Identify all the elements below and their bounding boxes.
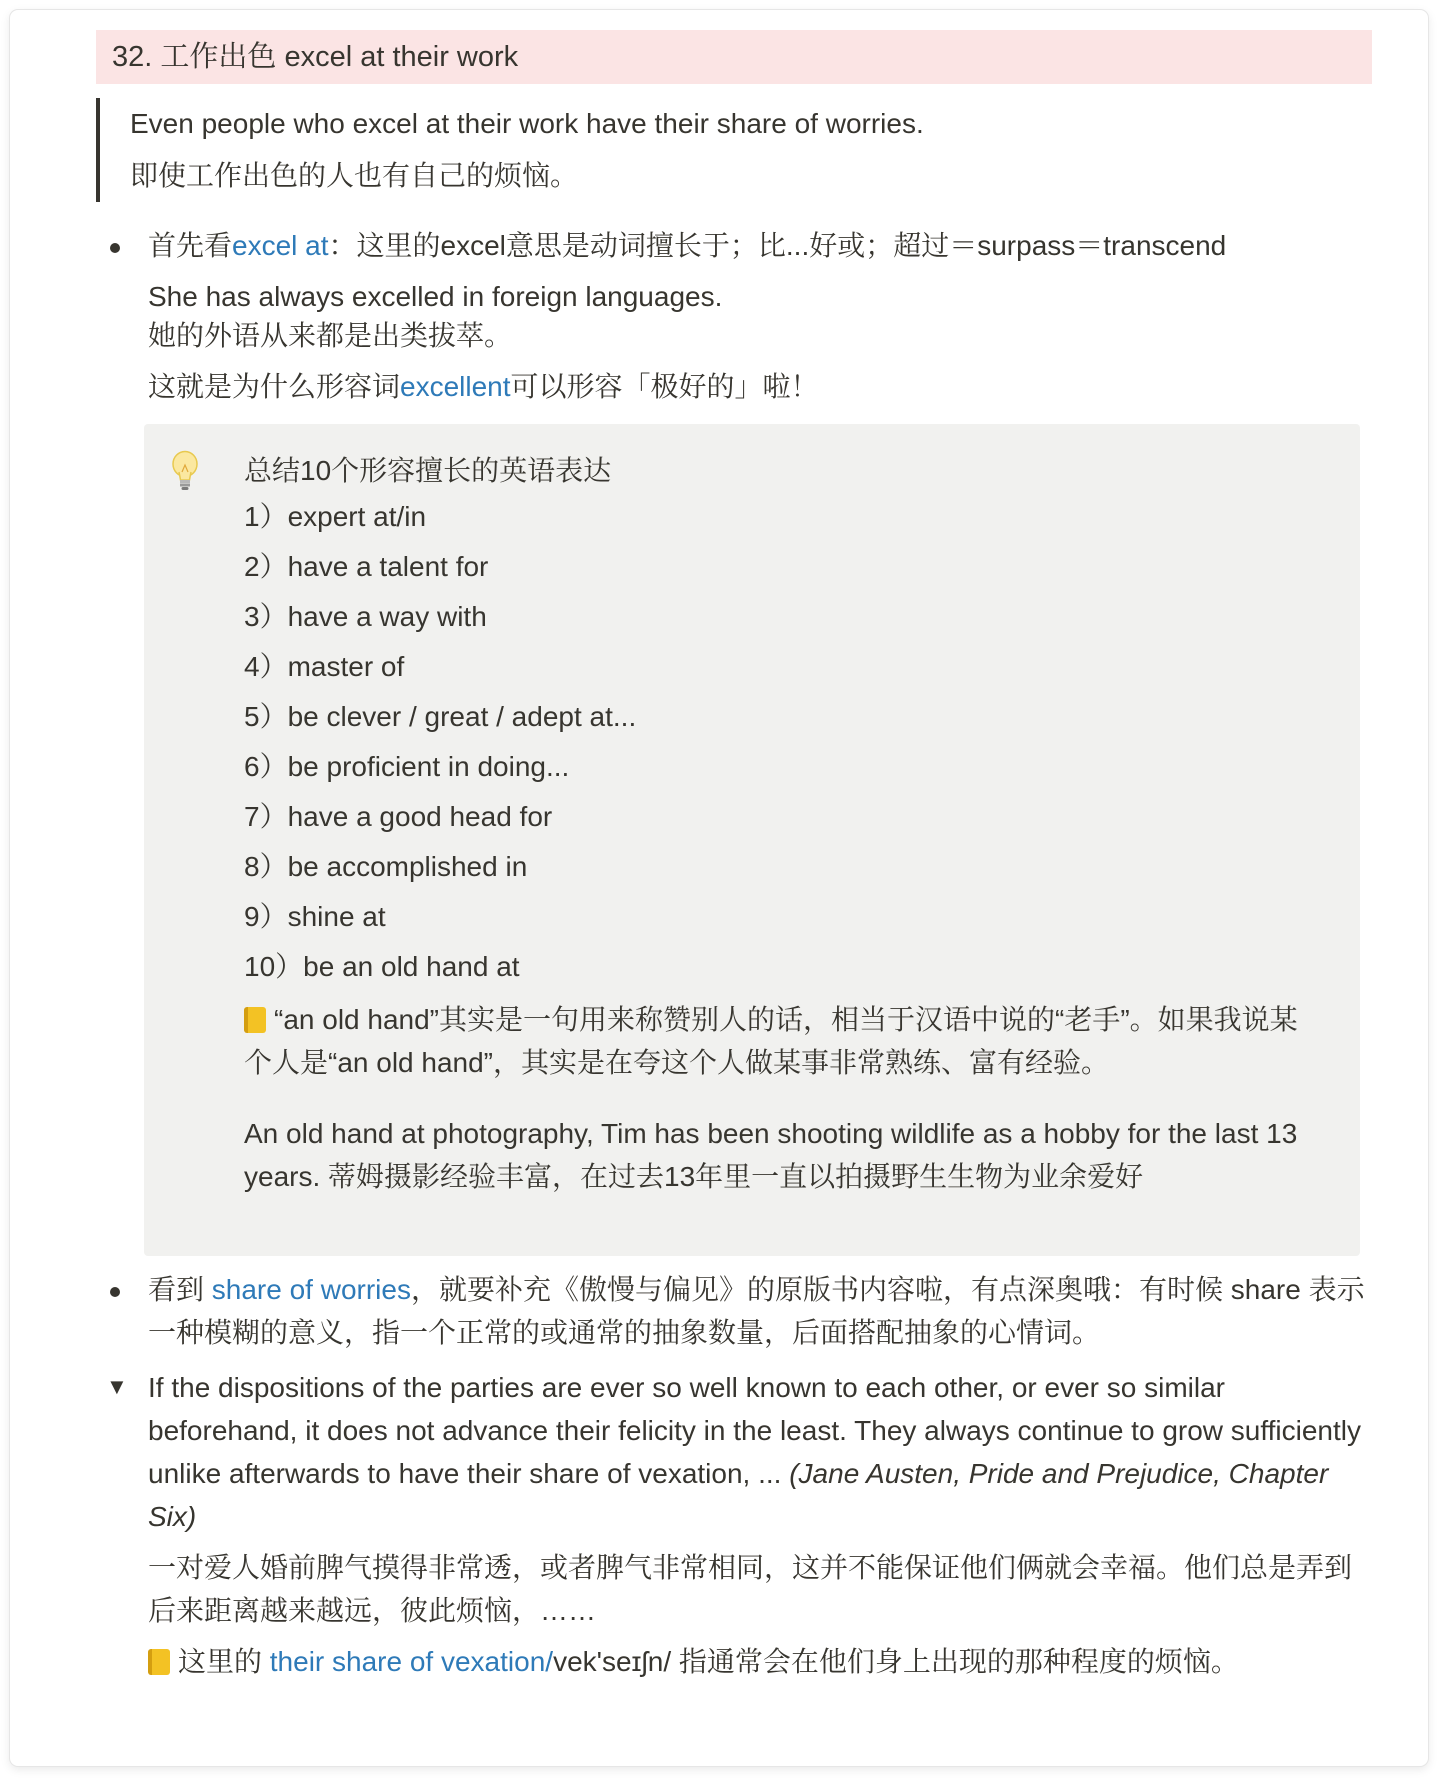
excellent-note — [148, 365, 1372, 408]
page-content — [96, 30, 1372, 1683]
old-hand-note — [244, 998, 1324, 1084]
quote-english: Even people who excel at their work have their share of worries. — [130, 108, 924, 139]
list-item: 3）have a way with — [244, 601, 487, 632]
list-item: 2）have a talent for — [244, 551, 489, 582]
list-item: 10）be an old hand at — [244, 951, 520, 982]
example-chinese: 她的外语从来都是出类拔萃。 — [148, 320, 513, 351]
quote-chinese: 即使工作出色的人也有自己的烦恼。 — [130, 160, 579, 191]
term-share-of-worries: share of worries — [211, 1274, 411, 1305]
list-item: 9）shine at — [244, 901, 386, 932]
bullet-text — [148, 224, 1372, 267]
toggle-text — [148, 1366, 1372, 1538]
callout-body — [244, 450, 1324, 1198]
list-item: 5）be clever / great / adept at... — [244, 701, 637, 732]
bullet-excel-at — [96, 224, 1372, 1256]
old-hand-note-text: “an old hand”其实是一句用来称赞别人的话，相当于汉语中说的“老手”。如果我说某个人是“an old hand”，其实是在夸这个人做某事非常熟练、富有经验。 — [244, 1004, 1298, 1078]
bullet-prefix: 首先看 — [148, 230, 233, 261]
austen-translation: 一对爱人婚前脾气摸得非常透，或者脾气非常相同，这并不能保证他们俩就会幸福。他们总是弄到后来距离越来越远，彼此烦恼，…… — [148, 1552, 1353, 1626]
bullet-share-of-worries — [96, 1268, 1372, 1354]
toggle-triangle-icon[interactable]: ▼ — [106, 1374, 128, 1399]
bullet-suffix: ：这里的excel意思是动词擅长于；比...好或；超过＝surpass＝transcend — [328, 230, 1227, 261]
memo-icon — [244, 1007, 266, 1033]
bullet-suffix: ，就要补充《傲慢与偏见》的原版书内容啦，有点深奥哦：有时候 share 表示一种模糊的意义，指一个正常的或通常的抽象数量，后面搭配抽象的心情词。 — [148, 1274, 1365, 1348]
example-english: She has always excelled in foreign languages. — [148, 281, 723, 312]
note-prefix: 这就是为什么形容词 — [148, 371, 401, 402]
bullet-text — [148, 1268, 1372, 1354]
list-item: 7）have a good head for — [244, 801, 553, 832]
austen-quote: If the dispositions of the parties are ever so well known to each other, or ever so similar beforehand, it does not advance their felicity in the least. They always continue to grow sufficiently unlike afterwards to have their share of vexation, ... — [148, 1372, 1361, 1489]
callout-box — [144, 424, 1360, 1256]
toggle-block[interactable] — [96, 1366, 1372, 1683]
bullet-dot-icon — [110, 243, 120, 253]
list-item: 1）expert at/in — [244, 501, 427, 532]
expression-list — [244, 492, 1324, 992]
heading-number: 32. — [112, 41, 153, 73]
old-hand-example: An old hand at photography, Tim has been shooting wildlife as a hobby for the last 13 years. 蒂姆摄影经验丰富，在过去13年里一直以拍摄野生生物为业余爱好 — [244, 1118, 1298, 1192]
austen-source: (Jane Austen, Pride and Prejudice, Chapter Six) — [148, 1458, 1329, 1532]
page-frame — [10, 10, 1428, 1766]
bullet-prefix: 看到 — [148, 1274, 212, 1305]
heading-text: 工作出色 excel at their work — [160, 41, 519, 73]
memo-icon — [148, 1649, 170, 1675]
term-their-share-of-vexation: their share of vexation/ — [269, 1646, 554, 1677]
note-suffix: vek'seɪʃn/ 指通常会在他们身上出现的那种程度的烦恼。 — [553, 1646, 1239, 1677]
term-excel-at: excel at — [232, 230, 329, 261]
bullet-dot-icon — [110, 1287, 120, 1297]
section-heading — [96, 30, 1372, 84]
list-item: 8）be accomplished in — [244, 851, 528, 882]
callout-title: 总结10个形容擅长的英语表达 — [244, 455, 612, 486]
quote-block — [96, 98, 1372, 202]
term-excellent: excellent — [400, 371, 511, 402]
vexation-note — [148, 1640, 1372, 1683]
note-prefix: 这里的 — [178, 1646, 270, 1677]
list-item: 6）be proficient in doing... — [244, 751, 570, 782]
note-suffix: 可以形容「极好的」啦！ — [510, 371, 819, 402]
lightbulb-icon — [170, 450, 200, 494]
list-item: 4）master of — [244, 651, 405, 682]
